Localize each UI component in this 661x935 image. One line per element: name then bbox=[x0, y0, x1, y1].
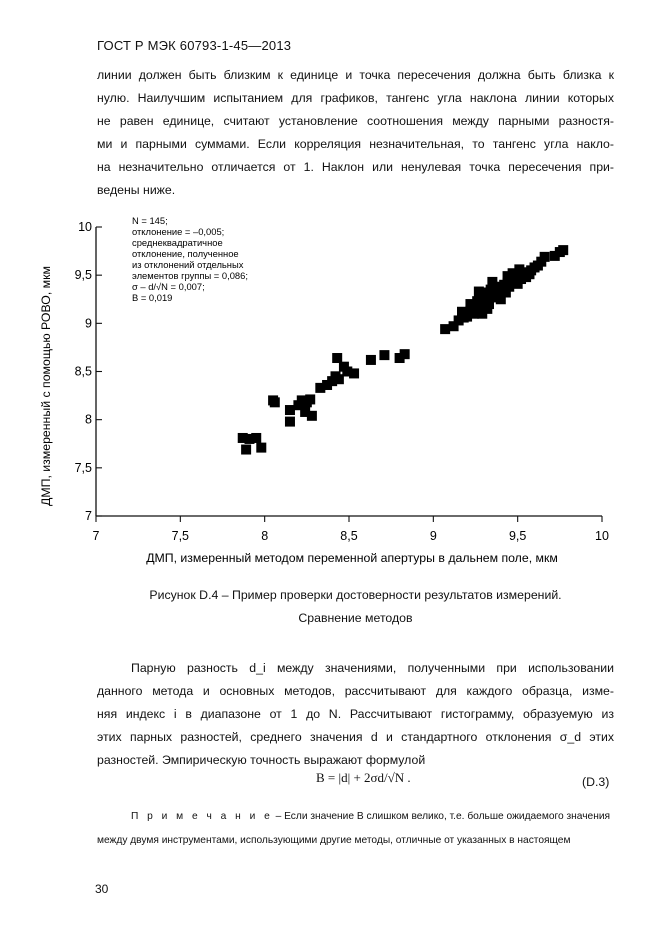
data-point bbox=[474, 287, 484, 297]
data-point bbox=[332, 353, 342, 363]
paragraph-line: няя индекс i в диапазоне от 1 до N. Рассчитывают гистограмму, образуемую из bbox=[97, 707, 614, 721]
x-tick-label: 7 bbox=[92, 529, 100, 543]
paragraph-line: данного метода и основных методов, рассчитывают для каждого образца, изме- bbox=[97, 684, 614, 698]
note-line bbox=[97, 805, 614, 829]
data-point bbox=[496, 294, 506, 304]
data-point bbox=[379, 350, 389, 360]
note-line: между двумя инструментами, использующими другие методы, отличные от указанных в настоящем bbox=[97, 835, 571, 846]
paragraph-line: разностей. Эмпирическую точность выражают формулой bbox=[97, 753, 426, 767]
data-point bbox=[400, 349, 410, 359]
paragraph-line: ми и парными суммами. Если корреляция незначительная, то тангенс угла накло- bbox=[97, 137, 614, 151]
note-text: – Если значение B слишком велико, т.е. больше ожидаемого значения bbox=[272, 811, 611, 822]
note bbox=[97, 805, 614, 853]
data-point bbox=[285, 417, 295, 427]
note-label: П р и м е ч а н и е bbox=[131, 811, 273, 822]
paragraph-line: ведены ниже. bbox=[97, 183, 176, 197]
data-point bbox=[251, 433, 261, 443]
data-point bbox=[503, 271, 513, 281]
paragraph-line: на незначительно отличается от 1. Наклон или ненулевая точка пересечения при- bbox=[97, 160, 614, 174]
data-point bbox=[302, 397, 312, 407]
chart-annotation bbox=[132, 215, 248, 303]
figure-caption-line: Сравнение методов bbox=[298, 611, 413, 625]
data-point bbox=[482, 304, 492, 314]
annotation-line: из отклонений отдельных bbox=[132, 259, 244, 270]
data-point bbox=[555, 247, 565, 257]
annotation-line: среднеквадратичное bbox=[132, 237, 223, 248]
paragraph-line: этих парных разностей, среднего значения d и стандартного отклонения σ_d этих bbox=[97, 730, 614, 744]
y-tick-label: 7 bbox=[85, 509, 92, 523]
document-header: ГОСТ Р МЭК 60793-1-45—2013 bbox=[97, 38, 292, 53]
x-axis-label: ДМП, измеренный методом переменной апертуры в дальнем поле, мкм bbox=[146, 551, 558, 565]
data-point bbox=[270, 397, 280, 407]
chart-points bbox=[238, 245, 568, 454]
y-tick-label: 9 bbox=[85, 316, 92, 331]
y-tick-label: 8 bbox=[85, 412, 92, 427]
data-point bbox=[540, 252, 550, 262]
annotation-line: отклонение, полученное bbox=[132, 248, 239, 259]
data-point bbox=[514, 264, 524, 274]
page-number: 30 bbox=[95, 882, 109, 896]
data-point bbox=[241, 445, 251, 455]
data-point bbox=[366, 355, 376, 365]
annotation-line: отклонение = –0,005; bbox=[132, 226, 225, 237]
paragraph-line: не равен единице, считают установление соотношения между парными разностя- bbox=[97, 114, 614, 128]
annotation-line: элементов группы = 0,086; bbox=[132, 270, 248, 281]
y-tick-label: 7,5 bbox=[74, 460, 92, 475]
figure-caption-line: Рисунок D.4 – Пример проверки достоверности результатов измерений. bbox=[149, 588, 562, 602]
paragraph-bottom bbox=[97, 657, 614, 772]
data-point bbox=[256, 443, 266, 453]
annotation-line: N = 145; bbox=[132, 215, 168, 226]
data-point bbox=[307, 411, 317, 421]
paragraph-line: нулю. Наилучшим испытанием для графиков, тангенс угла наклона линии которых bbox=[97, 91, 614, 105]
data-point bbox=[487, 277, 497, 287]
x-tick-label: 10 bbox=[595, 529, 609, 543]
y-tick-label: 9,5 bbox=[74, 268, 92, 283]
x-tick-label: 9,5 bbox=[508, 529, 527, 543]
data-point bbox=[459, 313, 469, 323]
y-tick-label: 8,5 bbox=[74, 364, 92, 379]
x-tick-label: 9 bbox=[429, 529, 437, 543]
annotation-line: B = 0,019 bbox=[132, 292, 173, 303]
paragraph-line: Парную разность d_i между значениями, полученными при использовании bbox=[131, 661, 614, 675]
y-tick-label: 10 bbox=[78, 220, 92, 234]
equation-number: (D.3) bbox=[582, 775, 610, 789]
annotation-line: σ – d/√N = 0,007; bbox=[132, 281, 205, 292]
paragraph-line: линии должен быть близким к единице и точка пересечения должна быть близка к bbox=[97, 68, 614, 82]
x-tick-label: 7,5 bbox=[171, 529, 190, 543]
x-tick-label: 8 bbox=[261, 529, 269, 543]
y-axis-label: ДМП, измеренный с помощью РОВО, мкм bbox=[39, 266, 53, 506]
formula: B = |d| + 2σd/√N . bbox=[316, 770, 411, 785]
x-tick-label: 8,5 bbox=[340, 529, 358, 543]
data-point bbox=[349, 368, 359, 378]
